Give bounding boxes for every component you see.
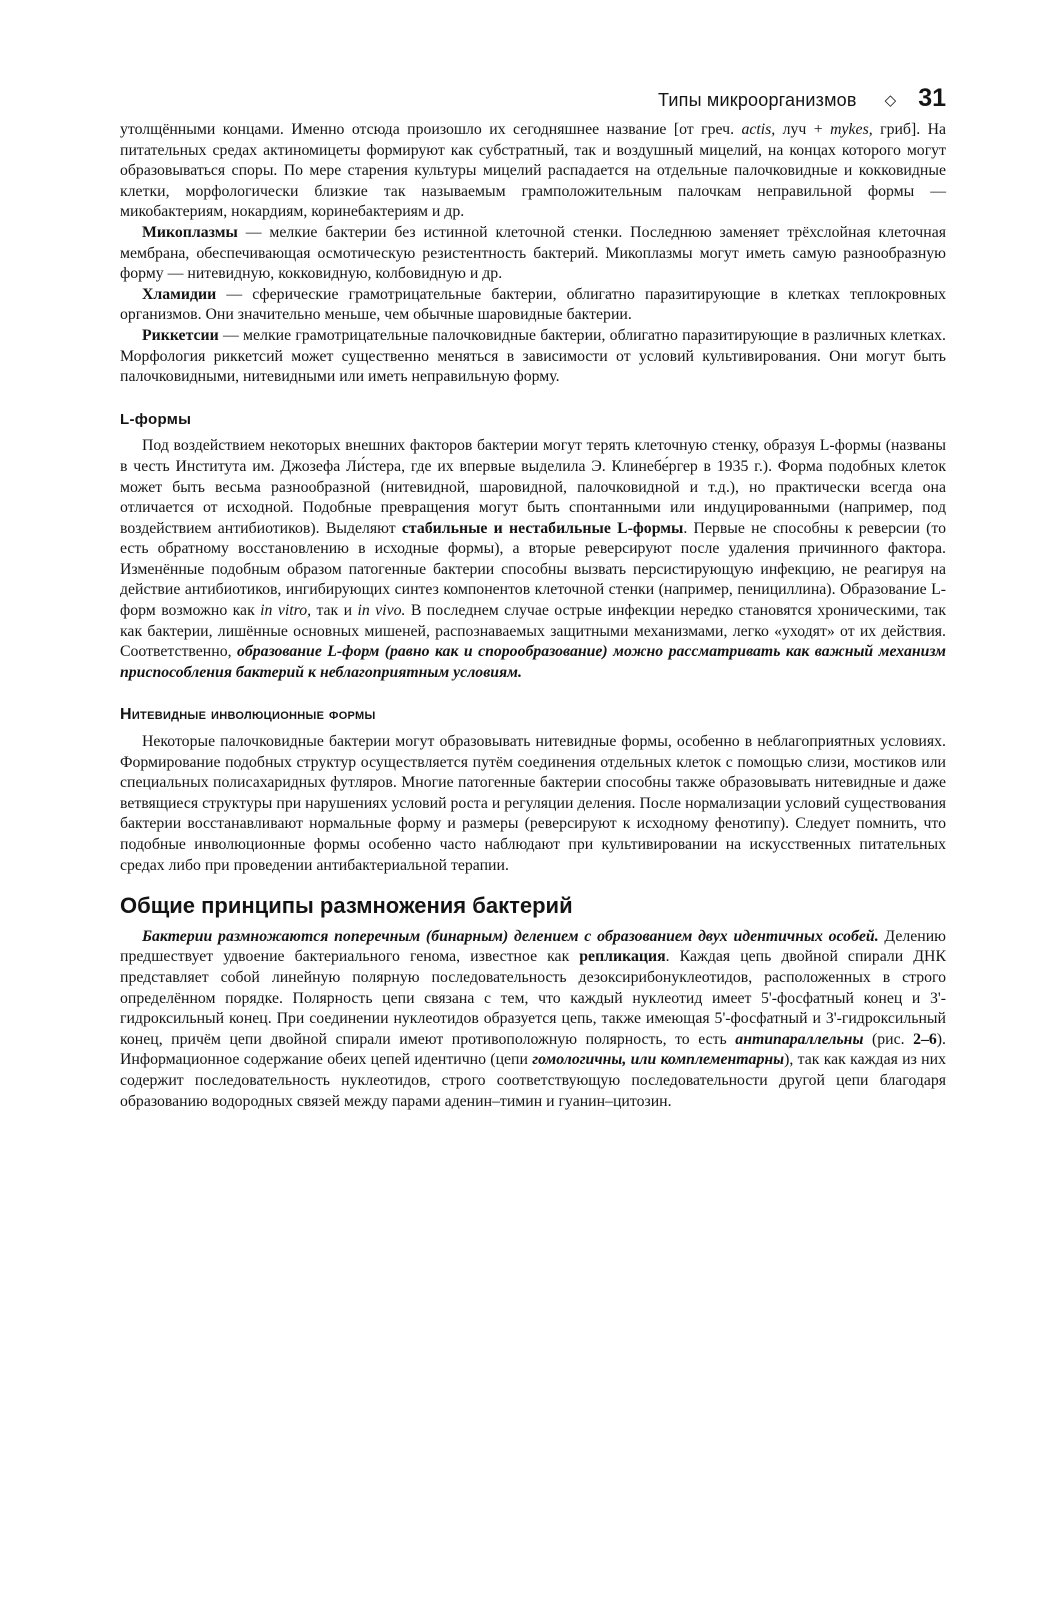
running-title: Типы микроорганизмов <box>657 90 857 110</box>
heading-l-forms: L-формы <box>120 410 192 428</box>
page-body <box>120 120 946 1112</box>
term-chlamydia: Хламидии <box>142 285 217 303</box>
page-number: 31 <box>918 84 946 112</box>
paragraph-rickettsia: Риккетсии — мелкие грамотрицательные палочковидные бактерии, облигатно паразитирующие в различных клетках. Морфология риккетсий может существенно меняться в зависимости от условий культивирования. Они могут быть палочковидными, нитевидными или иметь неправильную форму. <box>120 326 946 386</box>
paragraph-l-forms: Под воздействием некоторых внешних факторов бактерии могут терять клеточную стенку, образуя L-формы (названы в честь Института им. Джозефа Ли́стера, где их впервые выделила Э. Клинебе́ргер в 1935 г.). Форма подобных клеток может быть весьма разнообразной (нитевидной, шаровидной, палочковидной и т.д.), но практически всегда она отличается от исходной. Подобные превращения могут быть спонтанными или индуцированными (например, под воздействием антибиотиков). Выделяют стабильные и нестабильные L-формы. Первые не способны к реверсии (то есть обратному восстановлению в исходные формы), а вторые реверсируют после удаления причинного фактора. Изменённые подобным образом патогенные бактерии способны вызвать персистирующую инфекцию, не реагируя на действие антибиотиков, ингибирующих синтез компонентов клеточной стенки (например, пенициллина). Образование L-форм возможно как in vitro, так и in vivo. В последнем случае острые инфекции нередко становятся хроническими, так как бактерии, лишённые основных мишеней, распознаваемых защитными механизмами, легко «уходят» от их действия. Соответственно, образование L-форм (равно как и спорообразование) можно рассматривать как важный механизм приспособления бактерий к неблагоприятным условиям. <box>120 437 947 681</box>
paragraph-mycoplasma: Микоплазмы — мелкие бактерии без истинной клеточной стенки. Последнюю заменяет трёхслойная клеточная мембрана, обеспечивающая осмотическую резистентность бактерий. Микоплазмы могут иметь самую разнообразную форму — нитевидную, кокковидную, колбовидную и др. <box>120 223 946 283</box>
paragraph-filamentous-forms: Некоторые палочковидные бактерии могут образовывать нитевидные формы, особенно в неблагоприятных условиях. Формирование подобных структур осуществляется путём соединения отдельных клеток с помощью слизи, мостиков или специальных полисахаридных футляров. Многие патогенные бактерии способны также образовывать нитевидные и даже ветвящиеся структуры при нарушениях условий роста и регуляции деления. После нормализации условий существования бактерии восстанавливают нормальные форму и размеры (реверсируют к исходному фенотипу). Следует помнить, что подобные инволюционные формы особенно часто наблюдают при культивировании на искусственных питательных средах либо при проведении антибактериальной терапии. <box>120 733 946 874</box>
diamond-icon: ◇ <box>884 92 897 109</box>
section-heading-reproduction: Общие принципы размножения бактерий <box>120 893 573 919</box>
figure-reference: 2–6 <box>913 1030 937 1048</box>
paragraph-chlamydia: Хламидии — сферические грамотрицательные бактерии, облигатно паразитирующие в клетках теплокровных организмов. Они значительно меньше, чем обычные шаровидные бактерии. <box>120 285 946 324</box>
term-rickettsia: Риккетсии <box>142 326 219 344</box>
page-header <box>120 84 946 113</box>
paragraph-reproduction: Бактерии размножаются поперечным (бинарным) делением с образованием двух идентичных особей. Делению предшествует удвоение бактериального генома, известное как репликация. Каждая цепь двойной спирали ДНК представляет собой линейную полярную последовательность дезоксирибонуклеотидов, расположенных в строго определённом порядке. Полярность цепи связана с тем, что каждый нуклеотид имеет 5'-фосфатный конец и 3'-гидроксильный конец. При соединении нуклеотидов образуется цепь, также имеющая 5'-фосфатный и 3'-гидроксильный конец, причём цепи двойной спирали имеют противоположную полярность, то есть антипараллельны (рис. 2–6). Информационное содержание обеих цепей идентично (цепи гомологичны, или комплементарны), так как каждая из них содержит последовательность нуклеотидов, строго соответствующую последовательности другой цепи благодаря образованию водородных связей между парами аденин–тимин и гуанин–цитозин. <box>120 927 946 1110</box>
term-mycoplasma: Микоплазмы <box>142 223 238 241</box>
heading-filamentous-forms: Нитевидные инволюционные формы <box>120 706 376 724</box>
paragraph-actinomycetes: утолщёнными концами. Именно отсюда произошло их сегодняшнее название [от греч. actis, луч + mykes, гриб]. На питательных средах актиномицеты формируют как субстратный, так и воздушный мицелий, на концах которого могут образовываться споры. По мере старения культуры мицелий распадается на отдельные палочковидные и кокковидные клетки, морфологически близкие так называемым грамположительным палочкам неправильной формы — микобактериям, нокардиям, коринебактериям и др. <box>120 121 946 221</box>
